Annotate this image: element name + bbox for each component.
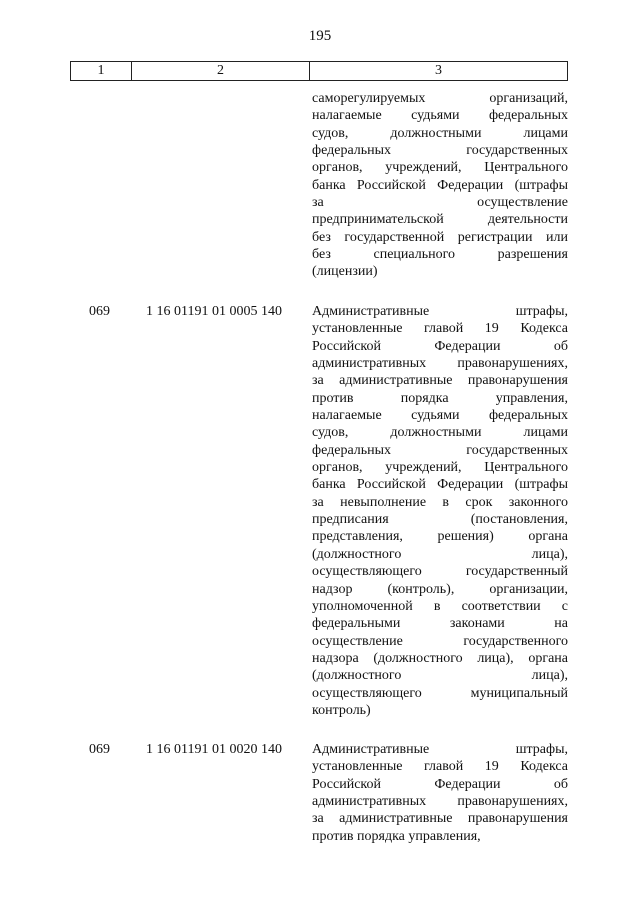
text-line: осуществляющего муниципальный: [312, 685, 568, 701]
continuation-text: [312, 90, 568, 281]
text-line: органов, учреждений, Центрального: [312, 460, 568, 476]
table-header: [70, 61, 568, 81]
text-line: административных правонарушениях,: [312, 356, 568, 372]
text-line: предписания (постановления,: [312, 512, 568, 528]
text-line: против порядка управления,: [312, 390, 568, 406]
text-line: административных правонарушениях,: [312, 794, 568, 810]
text-line: налагаемые судьями федеральных: [312, 408, 568, 424]
header-col-3: 3: [435, 63, 442, 78]
kbk-code: 1 16 01191 01 0005 140: [146, 304, 282, 319]
text-line: надзор (контроль), организации,: [312, 581, 568, 597]
text-line: осуществляющего государственный: [312, 564, 568, 580]
text-line: против порядка управления,: [312, 828, 481, 844]
text-line: Административные штрафы,: [312, 742, 568, 757]
text-line: надзора (должностного лица), органа: [312, 650, 568, 666]
text-line: контроль): [312, 702, 371, 718]
text-line: саморегулируемых организаций,: [312, 91, 568, 106]
kbk-code: 1 16 01191 01 0020 140: [146, 742, 282, 757]
text-line: органов, учреждений, Центрального: [312, 160, 568, 176]
text-line: установленные главой 19 Кодекса: [312, 759, 568, 775]
text-line: за осуществление: [312, 195, 568, 211]
text-line: федеральных государственных: [312, 143, 568, 159]
text-line: представления, решения) органа: [312, 529, 568, 545]
admin-code: 069: [89, 742, 110, 757]
text-line: судов, должностными лицами: [312, 125, 568, 141]
text-line: (лицензии): [312, 264, 378, 280]
text-line: (должностного лица),: [312, 546, 568, 562]
text-line: за административные правонарушения: [312, 811, 568, 827]
text-line: установленные главой 19 Кодекса: [312, 321, 568, 337]
text-line: Административные штрафы,: [312, 304, 568, 319]
text-line: судов, должностными лицами: [312, 425, 568, 441]
header-col-1: 1: [71, 62, 132, 80]
admin-code: 069: [89, 304, 110, 319]
text-line: без специального разрешения: [312, 247, 568, 263]
page-number: 195: [308, 28, 332, 44]
text-line: налагаемые судьями федеральных: [312, 108, 568, 124]
row-description: [312, 303, 568, 719]
text-line: Российской Федерации об: [312, 776, 568, 792]
text-line: предпринимательской деятельности: [312, 212, 568, 228]
text-line: без государственной регистрации или: [312, 229, 568, 245]
text-line: осуществление государственного: [312, 633, 568, 649]
row-description: [312, 741, 568, 845]
text-line: банка Российской Федерации (штрафы: [312, 177, 568, 193]
text-line: федеральных государственных: [312, 442, 568, 458]
text-line: Российской Федерации об: [312, 338, 568, 354]
text-line: уполномоченной в соответствии с: [312, 598, 568, 614]
text-line: банка Российской Федерации (штрафы: [312, 477, 568, 493]
text-line: за невыполнение в срок законного: [312, 494, 568, 510]
text-line: за административные правонарушения: [312, 373, 568, 389]
text-line: федеральными законами на: [312, 616, 568, 632]
text-line: (должностного лица),: [312, 668, 568, 684]
header-col-2: 2: [132, 62, 310, 80]
